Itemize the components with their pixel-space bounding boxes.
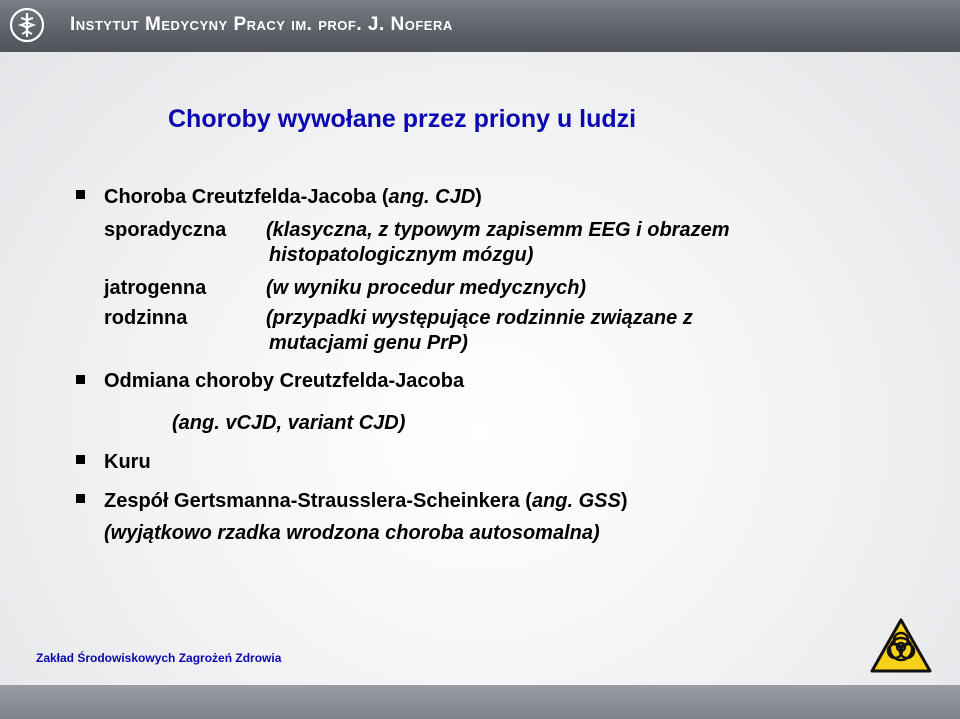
- variant-detail: (ang. vCJD, variant CJD): [172, 412, 406, 434]
- bullet-icon: [76, 190, 85, 199]
- institute-name: Instytut Medycyny Pracy im. prof. J. Nofera: [70, 14, 453, 35]
- bullet-icon: [76, 375, 85, 384]
- kuru-heading: Kuru: [104, 451, 151, 473]
- type-label-familial: rodzinna: [104, 307, 188, 329]
- cjd-heading: [104, 186, 482, 209]
- cjd-close: ): [475, 186, 482, 208]
- type-desc-sporadic: (klasyczna, z typowym zapisemm EEG i obrazem: [266, 219, 730, 241]
- cjd-abbr: ang. CJD: [388, 186, 476, 208]
- type-label-iatrogenic: jatrogenna: [104, 277, 207, 299]
- bullet-icon: [76, 494, 85, 503]
- bullet-icon: [76, 455, 85, 464]
- cjd-name: Choroba Creutzfelda-Jacoba (: [104, 186, 389, 208]
- caduceus-icon: [9, 7, 45, 43]
- header-bar: [0, 0, 960, 52]
- biohazard-icon: [870, 618, 932, 674]
- gss-name: Zespół Gertsmanna-Strausslera-Scheinkera (: [104, 490, 532, 512]
- gss-heading: [104, 490, 628, 513]
- gss-detail: (wyjątkowo rzadka wrodzona choroba autosomalna): [104, 522, 600, 544]
- type-label-sporadic: sporadyczna: [104, 219, 227, 241]
- slide-title: Choroby wywołane przez priony u ludzi: [168, 105, 637, 133]
- type-desc-familial: (przypadki występujące rodzinnie związane z: [266, 307, 693, 329]
- type-desc-iatrogenic: (w wyniku procedur medycznych): [266, 277, 587, 299]
- type-desc-sporadic-cont: histopatologicznym mózgu): [269, 244, 534, 266]
- gss-close: ): [620, 490, 628, 512]
- department-footer: Zakład Środowiskowych Zagrożeń Zdrowia: [36, 651, 282, 665]
- type-desc-familial-cont: mutacjami genu PrP): [269, 332, 468, 354]
- footer-bar: [0, 685, 960, 719]
- variant-heading: Odmiana choroby Creutzfelda-Jacoba: [104, 370, 465, 392]
- gss-abbr: ang. GSS: [531, 490, 621, 512]
